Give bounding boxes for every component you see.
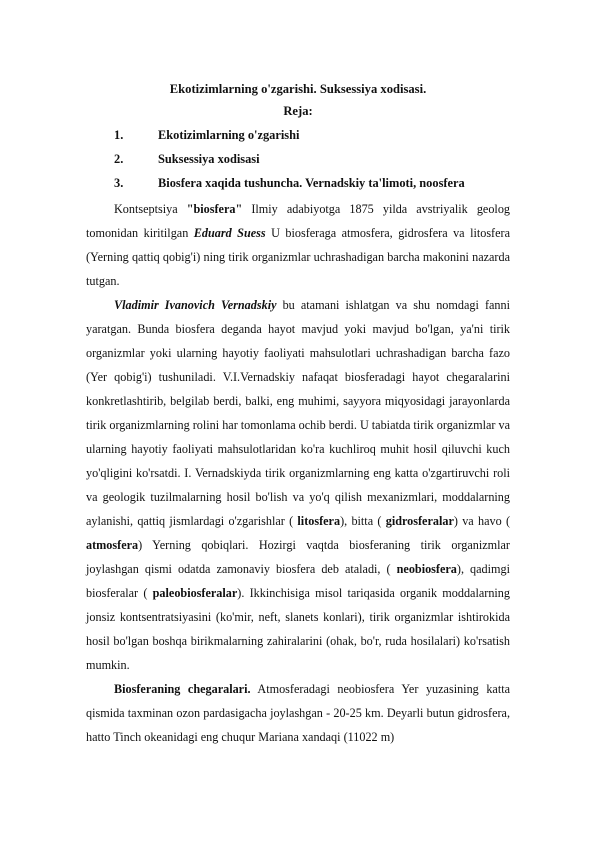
plan-item — [114, 126, 534, 150]
paragraph-vernadskiy — [86, 293, 510, 677]
term-gidrosferalar: gidrosferalar — [385, 514, 454, 528]
text-run: U biosferaga atmosfera, gidrosfera va litosfera (Yerning qattiq qobig'i) ning tirik organizmlar uchrashadigan barcha makonini nazarda tutgan. — [86, 226, 510, 288]
term-atmosfera: atmosfera — [86, 538, 139, 552]
plan-item-text: Biosfera xaqida tushuncha. Vernadskiy ta'limoti, noosfera — [158, 176, 465, 190]
plan-item-number: 3. — [114, 176, 124, 190]
plan-item — [114, 150, 534, 174]
plan-item — [114, 174, 534, 198]
term-litosfera: litosfera — [297, 514, 341, 528]
text-run: Atmosferadagi neobiosfera Yer yuzasining katta qismida taxminan ozon pardasigacha joylashgan - 20-25 km. Deyarli butun gidrosfera, hatto Tinch okeanidagi eng chuqur Mariana xandaqi (11022 m) — [86, 682, 510, 744]
plan-item-number: 1. — [114, 128, 124, 142]
name-vernadskiy: Vladimir Ivanovich Vernadskiy — [114, 298, 277, 312]
plan-item-number: 2. — [114, 152, 124, 166]
plan-list — [114, 126, 534, 198]
paragraph-biosfera-boundaries — [86, 677, 510, 749]
document-title: Ekotizimlarning o'zgarishi. Suksessiya xodisasi. — [169, 82, 427, 96]
text-run: Ilmiy adabiyotga 1875 yilda avstriyalik geolog tomonidan kiritilgan — [86, 202, 511, 240]
plan-heading: Reja: — [283, 104, 313, 118]
term-biosfera: "biosfera" — [186, 202, 243, 216]
term-neobiosfera: neobiosfera — [396, 562, 457, 576]
text-run: ) Yerning qobiqlari. Hozirgi vaqtda biosferaning tirik organizmlar joylashgan qismi odatda zamonaviy biosfera deb ataladi, ( — [86, 538, 510, 576]
term-biosfera-boundaries: Biosferaning chegaralari. — [114, 682, 251, 696]
name-eduard-suess: Eduard Suess — [193, 226, 266, 240]
paragraph-biosfera-concept — [86, 197, 510, 293]
text-run: Kontseptsiya — [114, 202, 187, 216]
text-run: bu atamani ishlatgan va shu nomdagi fanni yaratgan. Bunda biosfera deganda hayot mavjud yoki mavjud bo'lgan, ya'ni tirik organizmlar yoki ularning hayotiy faoliyati mahsulotlari uchrashadigan barcha fazo (Yer qobig'i) tushuniladi. V.I.Vernadskiy nafaqat biosferadagi hayot chegaralarini konkretlashtirib, belgilab berdi, balki, eng muhimi, sayyora miqyosidagi jarayonlarda tirik organizmlarning rolini har tomonlama ochib berdi. U tabiatda tirik organizmlar va ularning hayotiy faoliyati mahsulotlaridan ko'ra kuchliroq muhit hosil qiluvchi kuch yo'qligini ko'rsatdi. I. Vernadskiyda tirik organizmlarning eng katta o'zgartiruvchi roli va geologik tuzilmalarning hosil bo'lish va yo'q qilish mexanizmlari, moddalarning aylanishi, qattiq jismlardagi o'zgarishlar ( — [86, 298, 510, 528]
plan-item-text: Suksessiya xodisasi — [158, 152, 260, 166]
text-run: ), qadimgi biosferalar ( — [86, 562, 510, 600]
document-body — [86, 197, 510, 749]
text-run: ). Ikkinchisiga misol tariqasida organik moddalarning jonsiz kontsentratsiyasini (ko'mir, neft, slanets konlari), tirik organizmlar ishtirokida hosil bo'lgan boshqa birikmalarning zahiralarini (ohak, bo'r, ruda hosilalari) ko'rsatish mumkin. — [86, 586, 510, 672]
term-paleobiosferalar: paleobiosferalar — [152, 586, 238, 600]
text-run: ) va havo ( — [453, 514, 511, 528]
plan-item-text: Ekotizimlarning o'zgarishi — [158, 128, 300, 142]
text-run: ), bitta ( — [340, 514, 386, 528]
